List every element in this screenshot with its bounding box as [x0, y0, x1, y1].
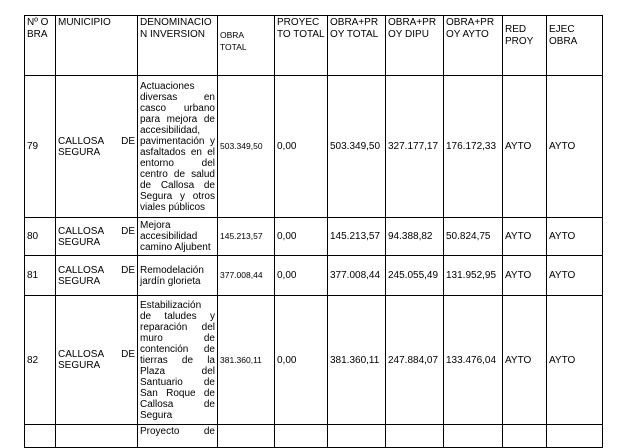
- municipio-line-2: SEGURA: [58, 146, 101, 158]
- cell-obra-proy-dipu: 245.055,49: [386, 256, 444, 296]
- cell-municipio: [56, 218, 138, 256]
- cell-denominacion: Proyecto de: [138, 425, 218, 448]
- header-obra-proy-dipu: OBRA+PROY DIPU: [386, 16, 444, 76]
- header-denominacion: DENOMINACION INVERSION: [138, 16, 218, 76]
- header-n-obra: Nº OBRA: [25, 16, 56, 76]
- cell-obra-proy-total: [328, 425, 386, 448]
- header-obra-proy-ayto: OBRA+PROY AYTO: [444, 16, 503, 76]
- cell-n-obra: [25, 425, 56, 448]
- cell-red-proy: AYTO: [503, 76, 547, 218]
- cell-obra-proy-total: 503.349,50: [328, 76, 386, 218]
- header-red-proy: RED PROY: [503, 16, 547, 76]
- cell-obra-total: [218, 425, 275, 448]
- cell-obra-proy-dipu: 247.884,07: [386, 296, 444, 425]
- cell-denominacion: Remodelación jardín glorieta: [138, 256, 218, 296]
- municipio-line-1: CALLOSA DE: [58, 135, 135, 147]
- cell-obra-proy-ayto: 133.476,04: [444, 296, 503, 425]
- cell-proyecto-total: [275, 425, 328, 448]
- cell-obra-proy-dipu: [386, 425, 444, 448]
- municipio-line-1: CALLOSA DE: [58, 264, 135, 276]
- cell-obra-total: 377.008,44: [218, 256, 275, 296]
- cell-ejec-obra: AYTO: [547, 76, 603, 218]
- cell-obra-total: 145.213,57: [218, 218, 275, 256]
- cell-denominacion: Actuaciones diversas en casco urbano para mejora de accesibilidad, pavimentación y asfaltados en el entorno del centro de salud de Callosa de Segura y otros viales públicos: [138, 76, 218, 218]
- cell-obra-proy-ayto: 176.172,33: [444, 76, 503, 218]
- header-proyecto-total: PROYECTO TOTAL: [275, 16, 328, 76]
- table-row: [25, 218, 603, 256]
- table-row: [25, 296, 603, 425]
- cell-ejec-obra: AYTO: [547, 296, 603, 425]
- header-municipio: MUNICIPIO: [56, 16, 138, 76]
- cell-red-proy: [503, 425, 547, 448]
- municipio-line-2: SEGURA: [58, 275, 101, 287]
- header-row: [25, 16, 603, 76]
- municipio-line-2: SEGURA: [58, 236, 101, 248]
- cell-obra-proy-ayto: 131.952,95: [444, 256, 503, 296]
- cell-n-obra: 80: [25, 218, 56, 256]
- municipio-line-2: SEGURA: [58, 360, 101, 371]
- cell-obra-total: 381.360,11: [218, 296, 275, 425]
- cell-municipio: [56, 425, 138, 448]
- header-obra-total: OBRA TOTAL: [218, 16, 275, 76]
- cell-obra-proy-ayto: 50.824,75: [444, 218, 503, 256]
- cell-proyecto-total: 0,00: [275, 218, 328, 256]
- cell-obra-proy-total: 377.008,44: [328, 256, 386, 296]
- cell-proyecto-total: 0,00: [275, 296, 328, 425]
- table-row: [25, 256, 603, 296]
- cell-proyecto-total: 0,00: [275, 256, 328, 296]
- cell-municipio: [56, 296, 138, 425]
- cell-red-proy: AYTO: [503, 296, 547, 425]
- cell-obra-proy-ayto: [444, 425, 503, 448]
- cell-obra-proy-dipu: 327.177,17: [386, 76, 444, 218]
- cell-obra-proy-dipu: 94.388,82: [386, 218, 444, 256]
- cell-n-obra: 81: [25, 256, 56, 296]
- cell-obra-proy-total: 145.213,57: [328, 218, 386, 256]
- cell-obra-total: 503.349,50: [218, 76, 275, 218]
- cell-proyecto-total: 0,00: [275, 76, 328, 218]
- cell-red-proy: AYTO: [503, 256, 547, 296]
- header-obra-proy-total: OBRA+PROY TOTAL: [328, 16, 386, 76]
- header-ejec-obra: EJEC OBRA: [547, 16, 603, 76]
- table-row-partial: [25, 425, 603, 448]
- cell-n-obra: 82: [25, 296, 56, 425]
- cell-denominacion: Estabilización de taludes y reparación del muro de contención de tierras de la Plaza del Santuario de San Roque de Callosa de Segura: [138, 296, 218, 425]
- cell-n-obra: 79: [25, 76, 56, 218]
- table-row: [25, 76, 603, 218]
- cell-municipio: [56, 76, 138, 218]
- investment-table: [24, 15, 603, 448]
- municipio-line-1: CALLOSA DE: [58, 349, 135, 360]
- cell-ejec-obra: AYTO: [547, 256, 603, 296]
- cell-denominacion: Mejora accesibilidad camino Aljubent: [138, 218, 218, 256]
- cell-obra-proy-total: 381.360,11: [328, 296, 386, 425]
- cell-ejec-obra: [547, 425, 603, 448]
- cell-red-proy: AYTO: [503, 218, 547, 256]
- cell-ejec-obra: AYTO: [547, 218, 603, 256]
- cell-municipio: [56, 256, 138, 296]
- municipio-line-1: CALLOSA DE: [58, 225, 135, 237]
